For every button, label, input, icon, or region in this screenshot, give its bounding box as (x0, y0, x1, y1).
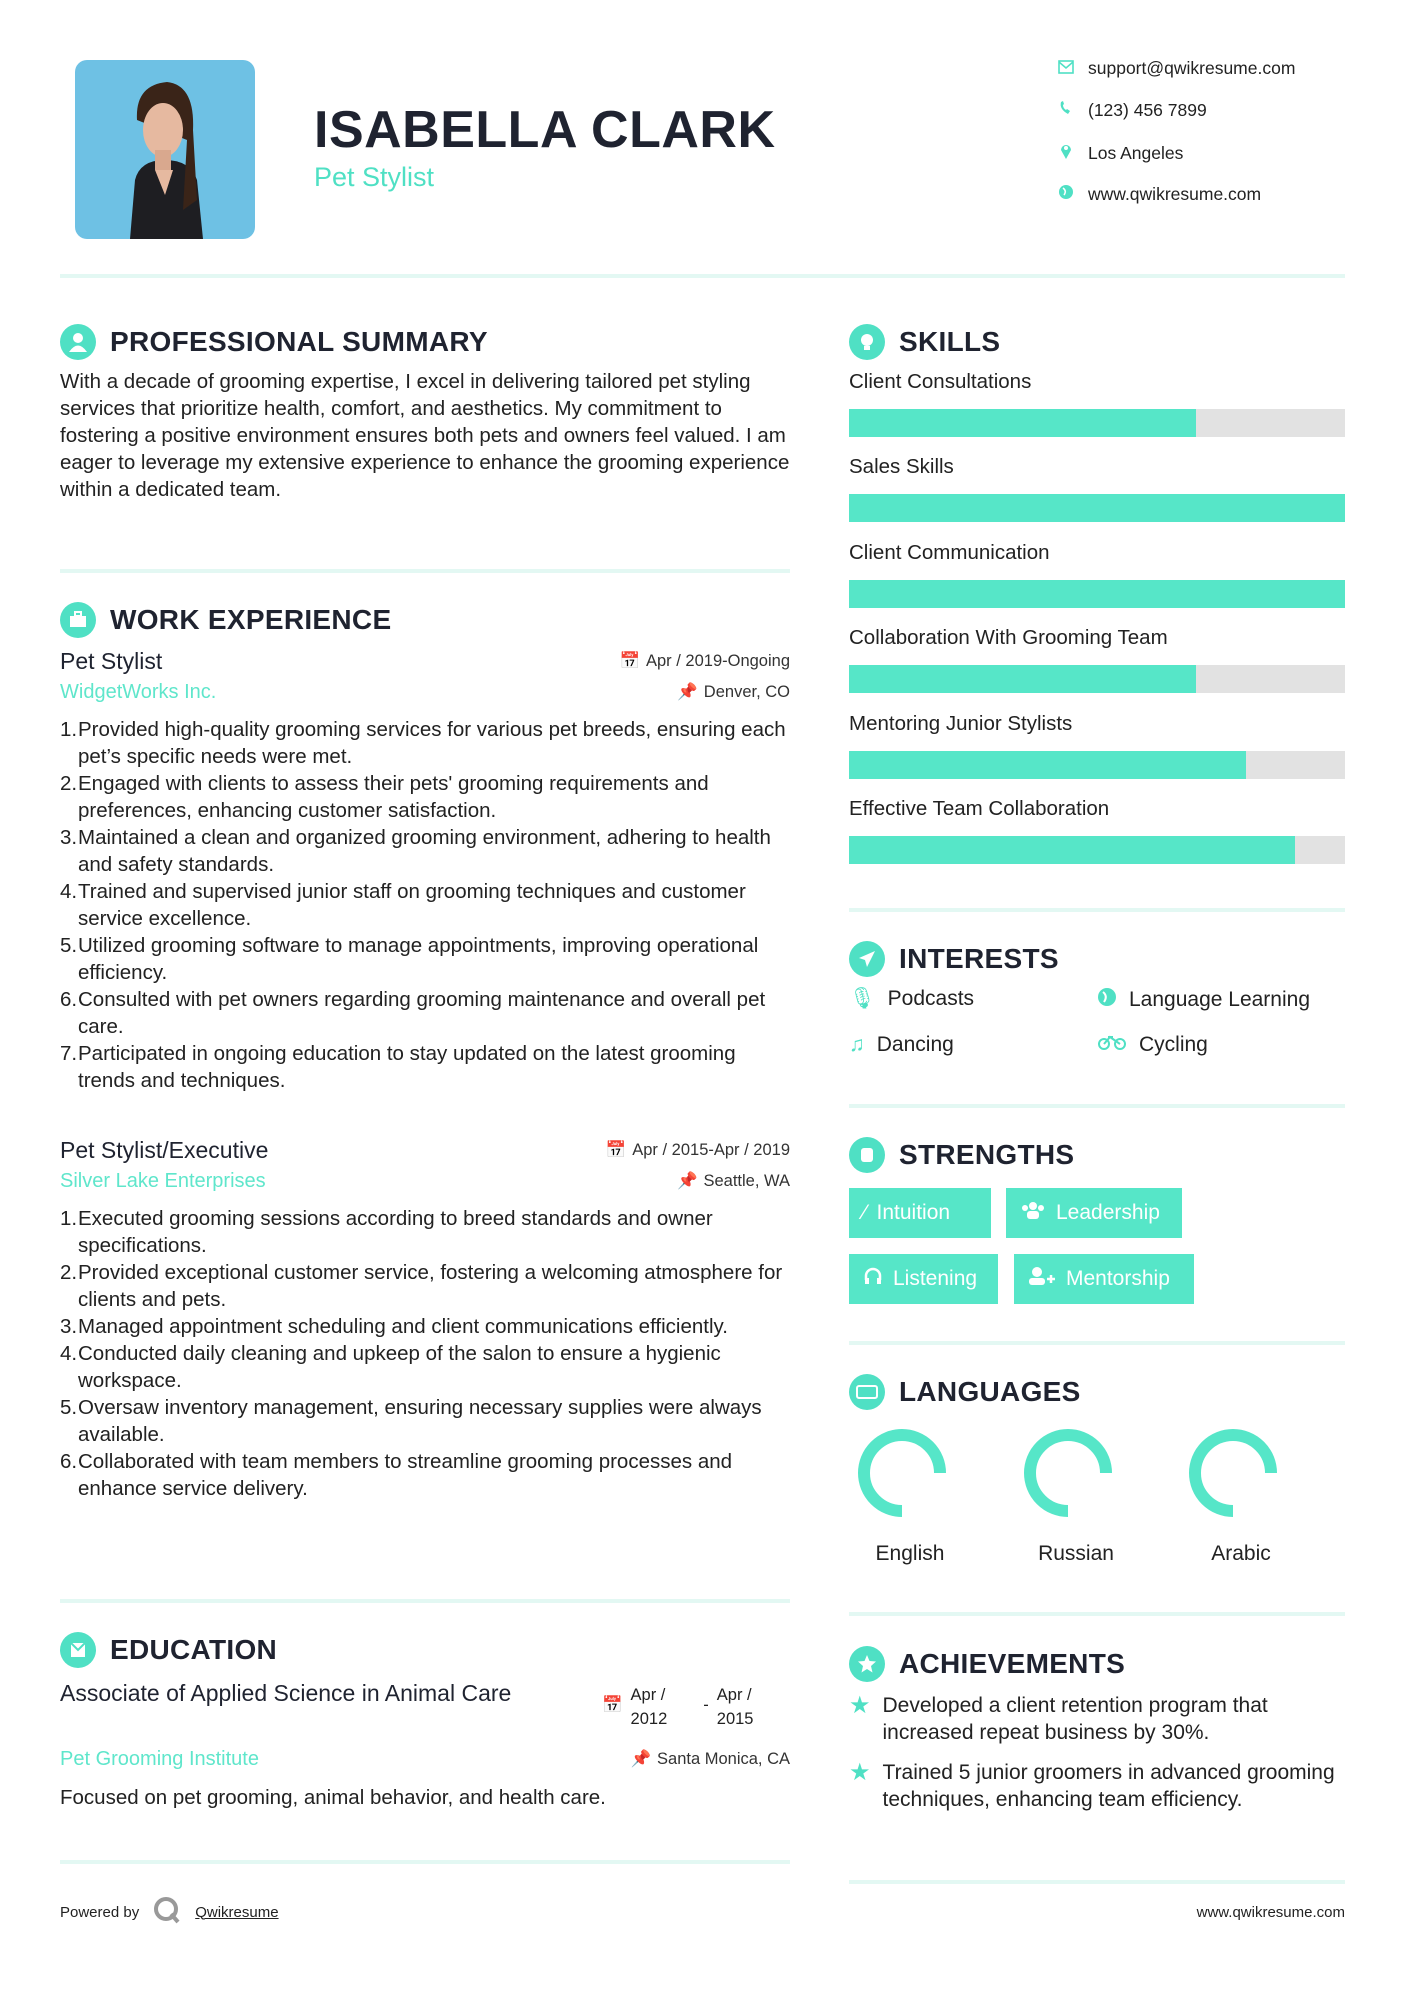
bullet-item: 2. Provided exceptional customer service, fostering a welcoming atmosphere for clients and pets. (60, 1261, 783, 1311)
calendar-icon: 📅 (619, 652, 640, 670)
skill-label: Sales Skills (849, 455, 954, 479)
globe-icon (1058, 184, 1074, 205)
job-2 (60, 1137, 790, 1502)
skill-bar-fill (849, 836, 1295, 864)
bullet-item: 1. Executed grooming sessions according to breed standards and owner specifications. (60, 1207, 713, 1257)
summary-text: With a decade of grooming expertise, I excel in delivering tailored pet styling services that prioritize health, comfort, and aesthetics. My commitment to fostering a positive environment ensures both pets and owners feel valued. I am eager to leverage my extensive experience to enhance the grooming experience within a dedicated team. (60, 370, 790, 501)
bullet-item: 6. Collaborated with team members to streamline grooming processes and enhance service delivery. (60, 1450, 733, 1500)
contact-location: Los Angeles (1058, 142, 1183, 165)
candidate-name: ISABELLA CLARK (314, 101, 776, 159)
divider (849, 1880, 1345, 1884)
strength-tag: Listening (849, 1254, 998, 1304)
divider (849, 1341, 1345, 1345)
skill-label: Client Consultations (849, 370, 1032, 393)
divider (60, 1860, 790, 1864)
job-1 (60, 648, 790, 1094)
bullet-item: 7. Participated in ongoing education to stay updated on the latest grooming trends and techniques. (60, 1042, 736, 1092)
skill-bar (849, 409, 1345, 437)
education-location: 📌 Santa Monica, CA (630, 1750, 790, 1768)
job-location: 📌 Denver, CO (677, 683, 790, 701)
strength-tag: Leadership (1006, 1188, 1182, 1238)
skill-label: Mentoring Junior Stylists (849, 711, 1073, 735)
job-bullets (60, 1205, 790, 1502)
pushpin-icon: 📌 (630, 1750, 652, 1768)
institute-name: Pet Grooming Institute (60, 1748, 259, 1770)
bullet-item: 2. Engaged with clients to assess their pets' grooming requirements and preferences, enhancing customer satisfaction. (60, 772, 709, 822)
skill-bar (849, 665, 1345, 693)
divider (849, 908, 1345, 912)
education-description: Focused on pet grooming, animal behavior, and health care. (60, 1786, 606, 1809)
skill-bar (849, 494, 1345, 522)
contact-phone[interactable]: (123) 456 7899 (1058, 100, 1207, 121)
briefcase-icon (60, 602, 96, 638)
bullet-item: 4. Trained and supervised junior staff on grooming techniques and customer service excellence. (60, 880, 746, 930)
profile-photo (75, 60, 255, 239)
job-title: Pet Stylist/Executive (60, 1137, 269, 1163)
lightbulb-icon (849, 324, 885, 360)
language-icon (849, 1374, 885, 1410)
language-label: English (875, 1542, 945, 1565)
skill-bar-fill (849, 665, 1196, 693)
users-icon (1020, 1200, 1046, 1226)
map-pin-icon (1058, 142, 1074, 165)
skill-bar (849, 751, 1345, 779)
star-icon: ★ (849, 1692, 871, 1719)
interest-language-learning: Language Learning (1097, 987, 1310, 1013)
user-plus-icon (1028, 1266, 1056, 1292)
divider (60, 1599, 790, 1603)
job-title: Pet Stylist (60, 648, 163, 674)
skill-bar-fill (849, 409, 1196, 437)
bullet-item: 3. Maintained a clean and organized grooming environment, adhering to health and safety standards. (60, 826, 771, 876)
work-heading: WORK EXPERIENCE (60, 602, 391, 638)
achievement-item: ★ Trained 5 junior groomers in advanced grooming techniques, enhancing team efficiency. (849, 1759, 1335, 1811)
language-label: Arabic (1211, 1542, 1271, 1565)
footer-website[interactable]: www.qwikresume.com (1196, 1904, 1345, 1921)
bullet-item: 5. Oversaw inventory management, ensuring necessary supplies were always available. (60, 1396, 762, 1446)
skill-bar (849, 836, 1345, 864)
company-name: Silver Lake Enterprises (60, 1170, 266, 1192)
interest-cycling: Cycling (1097, 1033, 1208, 1057)
interests-heading: INTERESTS (849, 941, 1059, 977)
qwikresume-link[interactable]: Qwikresume (195, 1903, 279, 1921)
envelope-icon (1058, 58, 1074, 79)
company-name: WidgetWorks Inc. (60, 681, 217, 703)
language-ring (1195, 1435, 1271, 1511)
divider (60, 569, 790, 573)
achievements-heading: ACHIEVEMENTS (849, 1646, 1125, 1682)
music-note-icon: ♫ (849, 1033, 865, 1056)
magic-wand-icon: ⁄ (863, 1201, 867, 1224)
calendar-icon: 📅 (602, 1696, 623, 1714)
headphones-icon (863, 1266, 883, 1292)
skill-label: Client Communication (849, 540, 1050, 564)
bicycle-icon (1097, 1033, 1127, 1057)
education-date: 📅 Apr / 2012 - Apr / 2015 (602, 1683, 753, 1731)
strength-tag: Mentorship (1014, 1254, 1194, 1304)
star-icon: ★ (849, 1759, 871, 1786)
skill-bar-fill (849, 494, 1345, 522)
globe-icon (1097, 987, 1117, 1013)
qwikresume-logo-icon (153, 1896, 181, 1928)
candidate-title: Pet Stylist (314, 162, 435, 192)
summary-heading: PROFESSIONAL SUMMARY (60, 324, 488, 360)
degree-title: Associate of Applied Science in Animal Care (60, 1680, 512, 1706)
pushpin-icon: 📌 (676, 1172, 698, 1190)
graduate-icon (60, 1632, 96, 1668)
job-date: 📅 Apr / 2019-Ongoing (619, 652, 790, 670)
job-bullets (60, 716, 790, 1094)
bullet-item: 6. Consulted with pet owners regarding grooming maintenance and overall pet care. (60, 988, 766, 1038)
fist-icon (849, 1137, 885, 1173)
language-ring (864, 1435, 940, 1511)
microphone-icon: 🎙 (849, 987, 876, 1010)
languages-heading: LANGUAGES (849, 1374, 1081, 1410)
language-rings (849, 1420, 1345, 1530)
job-location: 📌 Seattle, WA (676, 1172, 790, 1190)
bullet-item: 1. Provided high-quality grooming services for various pet breeds, ensuring each pet’s specific needs were met. (60, 718, 786, 768)
language-ring (1030, 1435, 1106, 1511)
divider (849, 1612, 1345, 1616)
bullet-item: 3. Managed appointment scheduling and client communications efficiently. (60, 1315, 728, 1338)
header-divider (60, 274, 1345, 278)
bullet-item: 5. Utilized grooming software to manage appointments, improving operational efficiency. (60, 934, 759, 984)
paper-plane-icon (849, 941, 885, 977)
skill-label: Effective Team Collaboration (849, 797, 1110, 820)
contact-email[interactable]: support@qwikresume.com (1058, 58, 1295, 79)
phone-icon (1058, 100, 1074, 121)
strength-tag: ⁄ Intuition (849, 1188, 991, 1238)
calendar-icon: 📅 (605, 1141, 627, 1159)
contact-website[interactable]: www.qwikresume.com (1058, 184, 1261, 205)
strengths-heading: STRENGTHS (849, 1137, 1074, 1173)
user-icon (60, 324, 96, 360)
skill-bar (849, 580, 1345, 608)
achievement-item: ★ Developed a client retention program that increased repeat business by 30%. (849, 1692, 1268, 1744)
pushpin-icon: 📌 (677, 683, 698, 701)
language-label: Russian (1038, 1542, 1114, 1565)
job-date: 📅 Apr / 2015-Apr / 2019 (605, 1141, 790, 1159)
star-badge-icon (849, 1646, 885, 1682)
footer-powered: Powered by Qwikresume (60, 1896, 279, 1928)
skills-heading: SKILLS (849, 324, 1000, 360)
skill-bar-fill (849, 751, 1246, 779)
skill-label: Collaboration With Grooming Team (849, 626, 1168, 650)
skill-bar-fill (849, 580, 1345, 608)
divider (849, 1104, 1345, 1108)
bullet-item: 4. Conducted daily cleaning and upkeep of the salon to ensure a hygienic workspace. (60, 1342, 721, 1392)
interest-podcasts: 🎙 Podcasts (849, 987, 975, 1010)
interest-dancing: ♫ Dancing (849, 1033, 954, 1056)
education-heading: EDUCATION (60, 1632, 277, 1668)
